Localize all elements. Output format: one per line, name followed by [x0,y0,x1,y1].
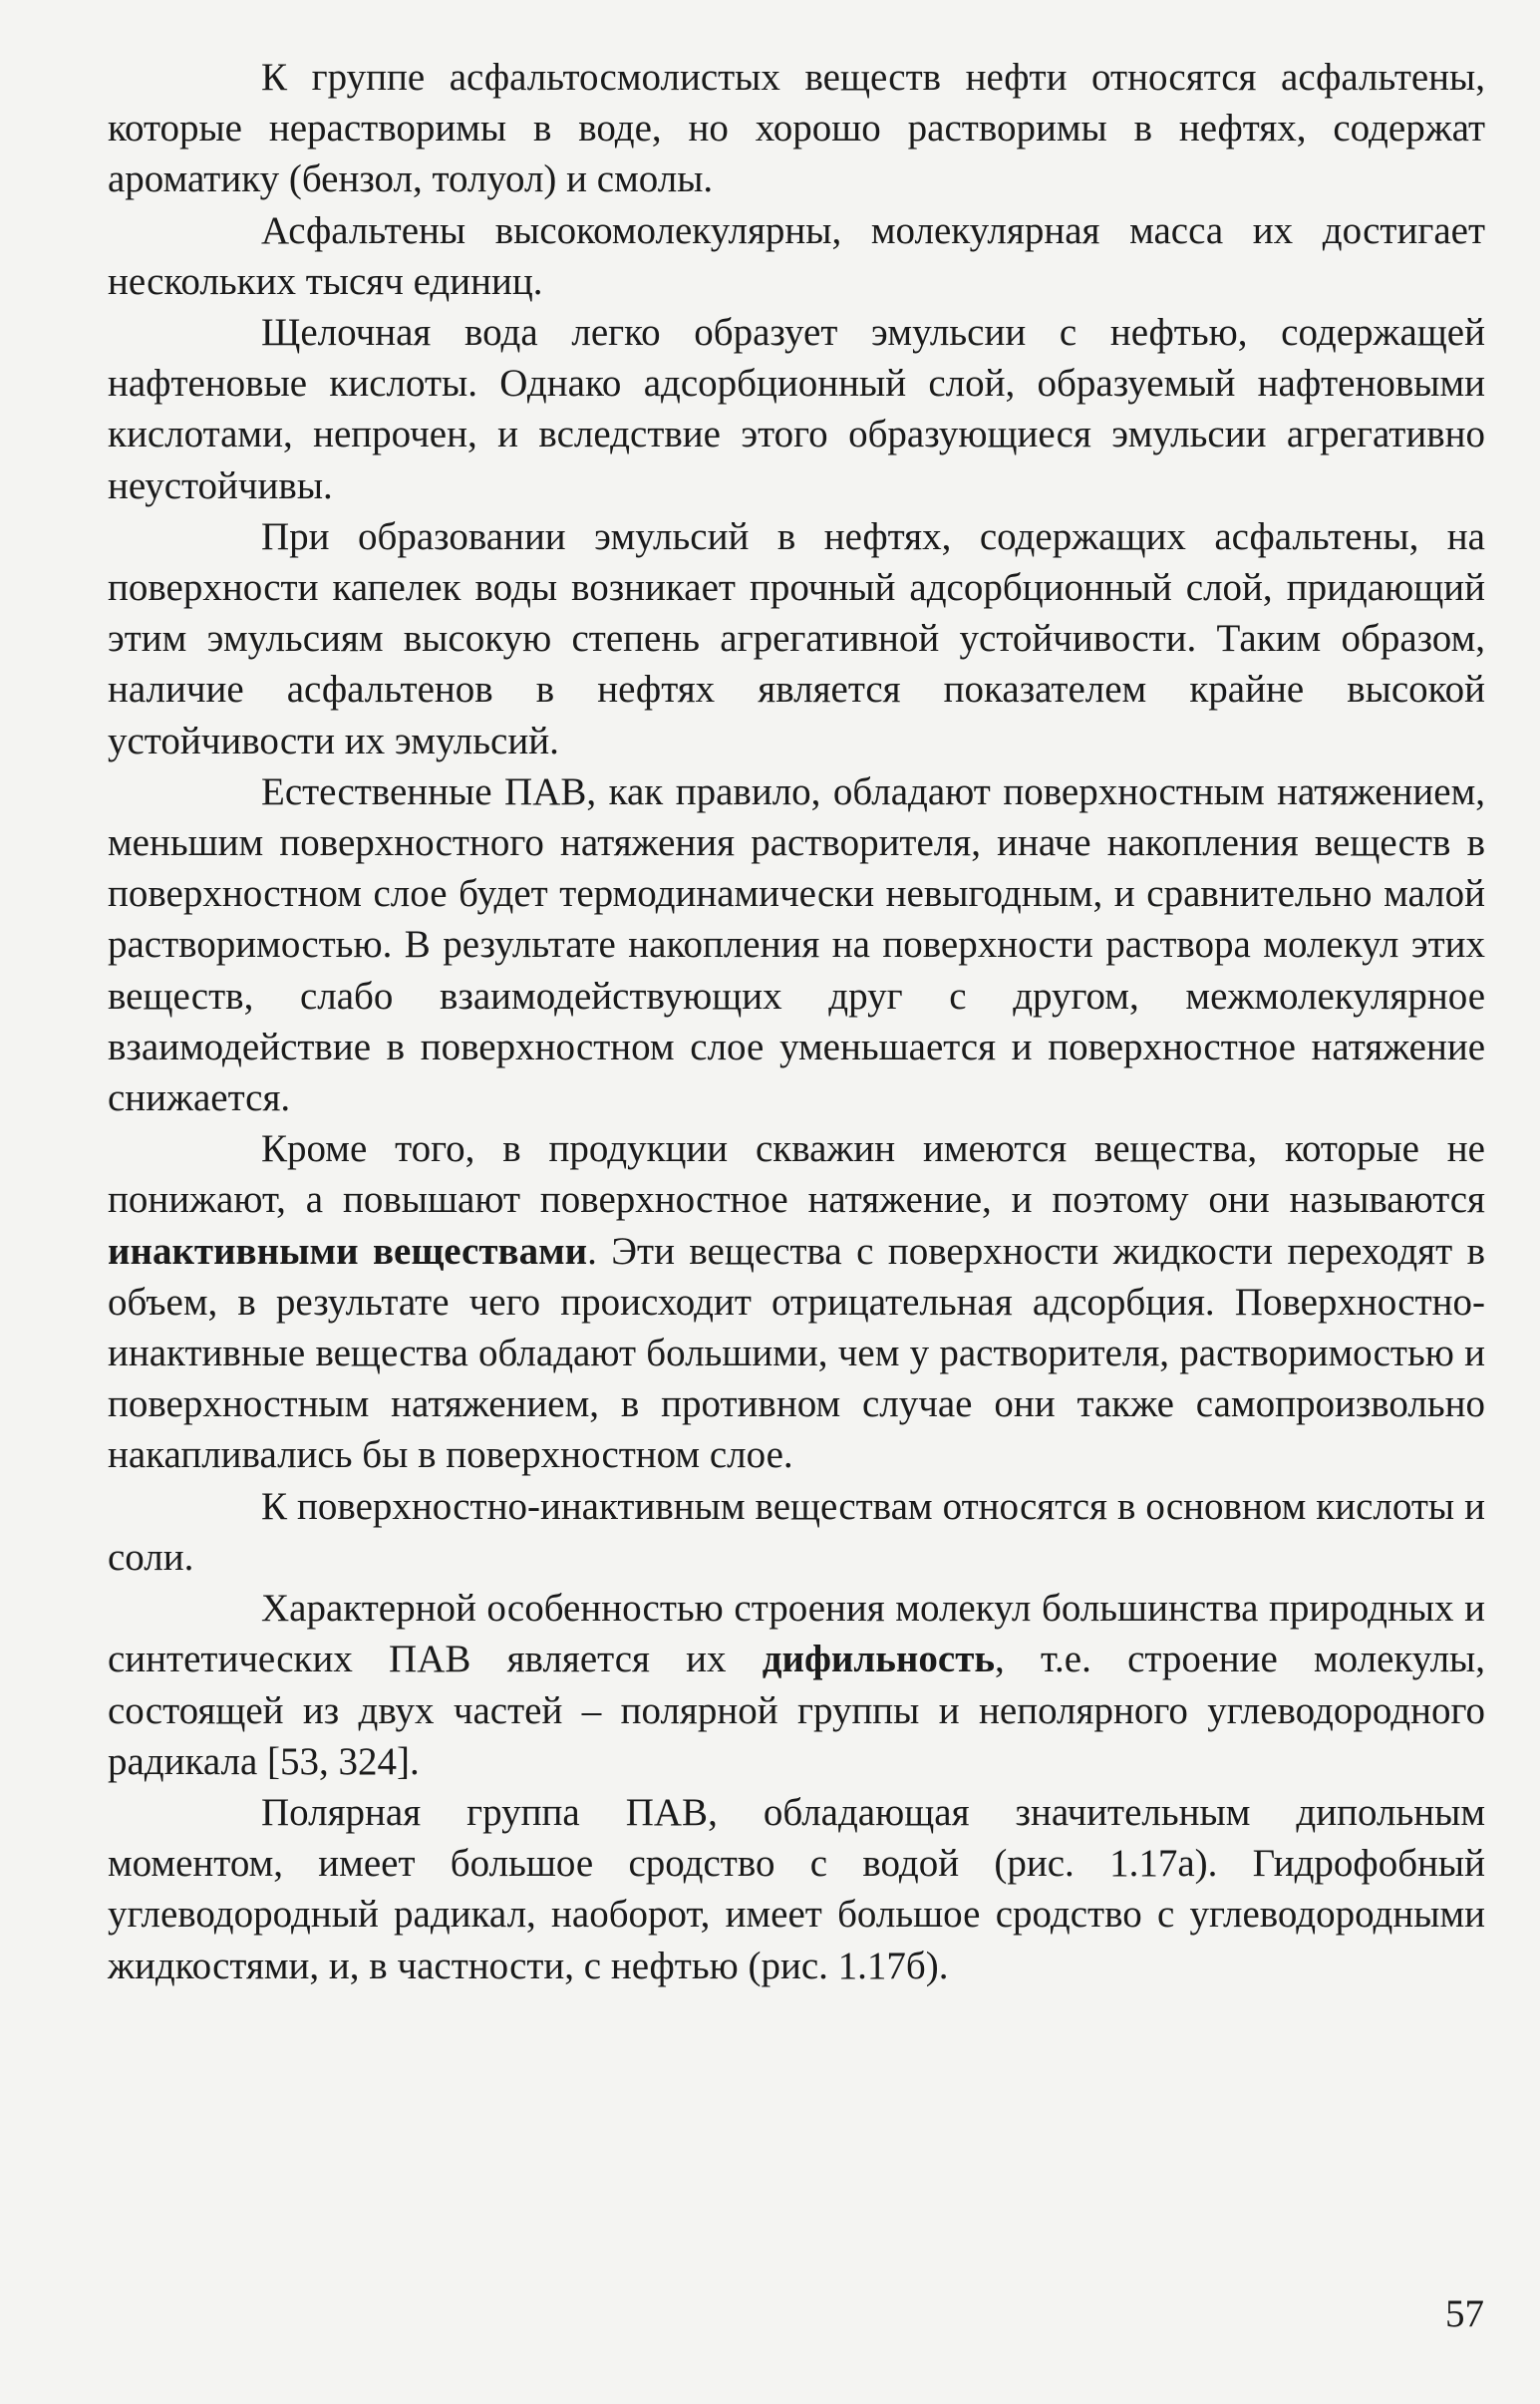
paragraph-text: . Эти вещества с поверхности жидкости переходят в объем, в результате чего происходит отрицательная адсорбция. Поверхностно-инактивные вещества обладают большими, чем у растворителя, растворимостью и поверхностным натяжением, в противном случае они также самопроизвольно накапливались бы в поверхностном слое. [108,1229,1485,1477]
paragraph-polar-group: Полярная группа ПАВ, обладающая значительным дипольным моментом, имеет большое сродство с водой (рис. 1.17а). Гидрофобный углеводородный радикал, наоборот, имеет большое сродство с углеводородными жидкостями, и, в частности, с нефтью (рис. 1.17б). [108,1790,1485,1987]
paragraph-diphilicity [108,1583,1485,1787]
paragraph-acids-and-salts: К поверхностно-инактивным веществам относятся в основном кислоты и соли. [108,1484,1485,1579]
paragraph-text: Кроме того, в продукции скважин имеются вещества, которые не понижают, а повышают поверхностное натяжение, и поэтому они называются [108,1127,1485,1222]
paragraph-text: Характерной особенностью строения молекул большинства природных и синтетических ПАВ является их [108,1587,1485,1681]
page-number: 57 [1445,2292,1484,2335]
paragraph-text: , т.е. строение молекулы, состоящей из двух частей – полярной группы и неполярного углеводородного радикала [53, 324]. [108,1638,1486,1783]
bold-term-diphilicity: дифильность [762,1638,995,1681]
paragraph-asphaltenes: К группе асфальтосмолистых веществ нефти относятся асфальтены, которые нерастворимы в воде, но хорошо растворимы в нефтях, содержат ароматику (бензол, толуол) и смолы. [108,56,1485,201]
paragraph-natural-surfactants: Естественные ПАВ, как правило, обладают поверхностным натяжением, меньшим поверхностного натяжения растворителя, иначе накопления веществ в поверхностном слое будет термодинамически невыгодным, и сравнительно малой растворимостью. В результате накопления на поверхности раствора молекул этих веществ, слабо взаимодействующих друг с другом, межмолекулярное взаимодействие в поверхностном слое уменьшается и поверхностное натяжение снижается. [108,769,1485,1120]
paragraph-molecular-mass: Асфальтены высокомолекулярны, молекулярная масса их достигает нескольких тысяч единиц. [108,208,1485,303]
paragraph-alkaline-water: Щелочная вода легко образует эмульсии с нефтью, содержащей нафтеновые кислоты. Однако адсорбционный слой, образуемый нафтеновыми кислотами, непрочен, и вследствие этого образующиеся эмульсии агрегативно неустойчивы. [108,311,1485,507]
paragraph-inactive-substances [108,1123,1485,1480]
page-body [108,52,1485,1991]
paragraph-emulsion-stability: При образовании эмульсий в нефтях, содержащих асфальтены, на поверхности капелек воды возникает прочный адсорбционный слой, придающий этим эмульсиям высокую степень агрегативной устойчивости. Таким образом, наличие асфальтенов в нефтях является показателем крайне высокой устойчивости их эмульсий. [108,514,1485,762]
bold-term-inactive-substances: инактивными веществами [108,1229,588,1273]
